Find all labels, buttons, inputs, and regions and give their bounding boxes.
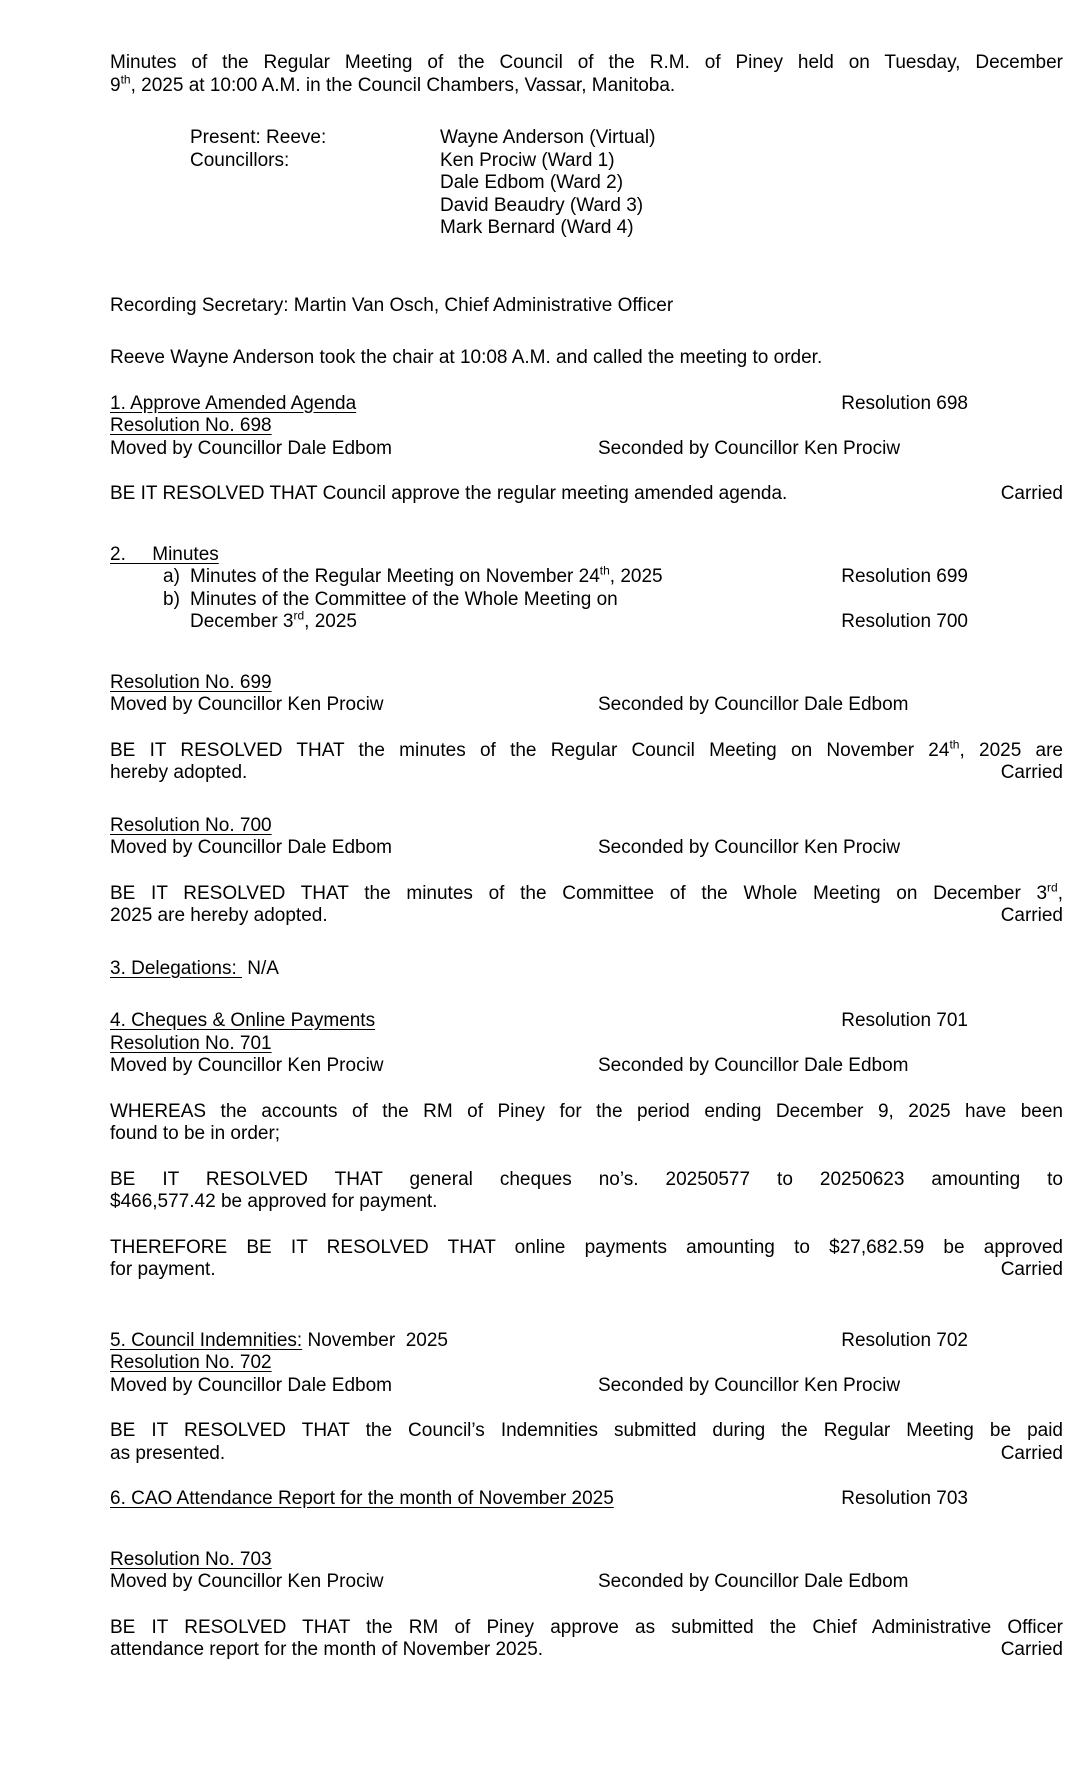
superscript-text: rd	[1047, 880, 1058, 895]
text-segment: BE IT RESOLVED THAT the minutes of the Regular Council Meeting on November 24	[110, 739, 950, 761]
paragraph-line	[110, 1443, 1063, 1466]
text-segment: Minutes of the Regular Meeting on November 24	[190, 566, 600, 587]
paragraph-line	[110, 1123, 1063, 1146]
resolution-702-text	[110, 1420, 1063, 1465]
moved-by-text: Moved by Councillor Dale Edbom	[110, 1374, 392, 1396]
text-segment: December 3	[190, 611, 294, 632]
section-heading	[110, 1330, 1063, 1353]
paragraph-line	[110, 1639, 1063, 1662]
text-segment: N/A	[242, 957, 279, 979]
text-segment: Reeve Wayne Anderson took the chair at 10:08 A.M. and called the meeting to order.	[110, 347, 823, 368]
text-segment: as presented.	[110, 1442, 226, 1464]
section-heading	[110, 958, 1063, 981]
text-segment: 2025 are hereby adopted.	[110, 905, 328, 926]
resolution-700-block	[110, 815, 1063, 860]
resolution-number-text: Resolution No. 699	[110, 671, 272, 693]
carried-label: Carried	[1000, 905, 1063, 926]
intro-paragraph	[110, 52, 1063, 97]
superscript-text: th	[599, 563, 610, 578]
text-segment: 2. Minutes	[110, 543, 219, 565]
text-segment: BE IT RESOLVED THAT general cheques no’s. 20250577 to 20250623 amounting to	[110, 1168, 1063, 1190]
paragraph-line	[110, 1237, 1063, 1260]
text-segment: hereby adopted.	[110, 762, 248, 783]
text-segment: 4. Cheques & Online Payments	[110, 1010, 376, 1031]
paragraph-line	[110, 1259, 1063, 1282]
paragraph-line	[110, 1101, 1063, 1124]
text-segment: , 2025	[304, 611, 357, 632]
moved-seconded-line	[110, 438, 1063, 461]
section-heading	[110, 544, 1063, 567]
seconded-by-text: Seconded by Councillor Ken Prociw	[598, 437, 901, 459]
section-6-heading	[110, 1488, 1063, 1511]
text-segment: WHEREAS the accounts of the RM of Piney for the period ending December 9, 2025 have been	[110, 1100, 1063, 1122]
text-segment: $466,577.42 be approved for payment.	[110, 1191, 438, 1212]
present-row	[110, 150, 1063, 173]
present-row	[110, 172, 1063, 195]
present-value: Mark Bernard (Ward 4)	[440, 217, 634, 238]
carried-label: Carried	[1000, 762, 1063, 783]
text-segment: Minutes of the Committee of the Whole Meeting on	[190, 588, 618, 610]
seconded-by-text: Seconded by Councillor Dale Edbom	[598, 1571, 909, 1592]
resolution-700-text	[110, 880, 1063, 928]
present-value: Ken Prociw (Ward 1)	[440, 149, 615, 171]
moved-seconded-line	[110, 1571, 1063, 1594]
resolution-703-text	[110, 1617, 1063, 1662]
section-2-minutes	[110, 544, 1063, 634]
recording-secretary	[110, 295, 1063, 318]
agenda-list-item	[110, 608, 1063, 634]
paragraph-line	[110, 1169, 1063, 1192]
resolution-number-text: Resolution No. 702	[110, 1352, 272, 1373]
carried-label: Carried	[1000, 1259, 1063, 1280]
carried-label: Carried	[1000, 1639, 1063, 1660]
moved-seconded-line	[110, 837, 1063, 860]
section-heading	[110, 393, 1063, 416]
paragraph-line	[110, 483, 1063, 506]
text-segment: BE IT RESOLVED THAT the Council’s Indemnities submitted during the Regular Meeting be paid	[110, 1420, 1063, 1441]
attendance-block	[110, 127, 1063, 240]
text-segment: for payment.	[110, 1259, 216, 1280]
moved-by-text: Moved by Councillor Ken Prociw	[110, 694, 384, 715]
carried-label: Carried	[1000, 483, 1063, 504]
seconded-by-text: Seconded by Councillor Dale Edbom	[598, 694, 909, 715]
text-segment: BE IT RESOLVED THAT Council approve the regular meeting amended agenda.	[110, 483, 788, 504]
resolution-number-line	[110, 672, 1063, 695]
paragraph-line	[110, 905, 1063, 928]
moved-by-text: Moved by Councillor Ken Prociw	[110, 1055, 384, 1076]
resolution-number-line	[110, 415, 1063, 438]
section-heading	[110, 1488, 1063, 1511]
resolution-698-text	[110, 483, 1063, 506]
section-4-heading-block	[110, 1010, 1063, 1078]
paragraph-line	[110, 880, 1063, 906]
text-segment: Recording Secretary: Martin Van Osch, Chief Administrative Officer	[110, 294, 674, 316]
agenda-list-item	[110, 563, 1063, 589]
text-segment: BE IT RESOLVED THAT the minutes of the Committee of the Whole Meeting on December 3	[110, 882, 1048, 904]
paragraph-line	[110, 762, 1063, 785]
text-segment: BE IT RESOLVED THAT the RM of Piney approve as submitted the Chief Administrative Officer	[110, 1616, 1063, 1638]
moved-by-text: Moved by Councillor Ken Prociw	[110, 1571, 384, 1592]
resolution-number-text: Resolution No. 703	[110, 1548, 272, 1570]
text-segment: November 2025	[302, 1329, 448, 1351]
moved-by-text: Moved by Councillor Dale Edbom	[110, 837, 392, 858]
resolution-ref-label: Resolution 700	[841, 611, 968, 632]
superscript-text: th	[949, 737, 960, 752]
paragraph-line	[110, 1420, 1063, 1443]
text-segment: found to be in order;	[110, 1123, 281, 1144]
text-segment: 6. CAO Attendance Report for the month of November 2025	[110, 1488, 614, 1509]
paragraph-line	[110, 347, 1063, 370]
list-item-letter: a)	[163, 566, 180, 587]
paragraph-line	[110, 72, 1063, 98]
present-row	[110, 217, 1063, 240]
resolution-ref-label: Resolution 702	[841, 1329, 968, 1351]
paragraph-line	[110, 1617, 1063, 1640]
present-label: Present: Reeve:	[190, 127, 327, 148]
text-segment: 9	[110, 74, 121, 96]
resolution-699-block	[110, 672, 1063, 717]
resolution-ref-label: Resolution 701	[841, 1010, 968, 1031]
resolution-ref-label: Resolution 699	[841, 566, 968, 587]
carried-label: Carried	[1000, 1442, 1063, 1464]
seconded-by-text: Seconded by Councillor Ken Prociw	[598, 837, 901, 858]
moved-seconded-line	[110, 1055, 1063, 1078]
text-segment: 3. Delegations:	[110, 957, 243, 979]
resolution-number-line	[110, 1549, 1063, 1572]
resolution-number-text: Resolution No. 698	[110, 415, 272, 436]
list-item-letter: b)	[163, 588, 180, 610]
text-segment: Minutes of the Regular Meeting of the Council of the R.M. of Piney held on Tuesday, December	[110, 52, 1063, 73]
section-1-heading-block	[110, 393, 1063, 461]
resolution-703-block	[110, 1549, 1063, 1594]
paragraph-line	[110, 295, 1063, 318]
resolution-699-text	[110, 737, 1063, 785]
text-segment: , 2025 at 10:00 A.M. in the Council Chambers, Vassar, Manitoba.	[130, 74, 676, 96]
resolution-number-line	[110, 815, 1063, 838]
text-segment: attendance report for the month of November 2025.	[110, 1639, 544, 1660]
resolution-ref-label: Resolution 698	[841, 392, 968, 414]
text-segment: ,	[1057, 882, 1063, 904]
paragraph-line	[110, 52, 1063, 75]
moved-seconded-line	[110, 1375, 1063, 1398]
resolution-701-online-text	[110, 1237, 1063, 1282]
whereas-accounts	[110, 1101, 1063, 1146]
superscript-text: rd	[293, 608, 305, 623]
resolution-number-text: Resolution No. 701	[110, 1032, 272, 1054]
present-value: Dale Edbom (Ward 2)	[440, 172, 624, 193]
section-3-delegations	[110, 958, 1063, 981]
moved-by-text: Moved by Councillor Dale Edbom	[110, 437, 392, 459]
call-to-order	[110, 347, 1063, 370]
resolution-number-text: Resolution No. 700	[110, 814, 272, 836]
seconded-by-text: Seconded by Councillor Dale Edbom	[598, 1055, 909, 1076]
seconded-by-text: Seconded by Councillor Ken Prociw	[598, 1374, 901, 1396]
resolution-number-line	[110, 1033, 1063, 1056]
paragraph-line	[110, 737, 1063, 763]
text-segment: 5. Council Indemnities:	[110, 1329, 303, 1351]
present-value: David Beaudry (Ward 3)	[440, 194, 644, 216]
text-segment: , 2025	[609, 566, 663, 587]
moved-seconded-line	[110, 694, 1063, 717]
present-label: Councillors:	[190, 149, 290, 171]
present-row	[110, 195, 1063, 218]
resolution-ref-label: Resolution 703	[841, 1488, 968, 1509]
present-value: Wayne Anderson (Virtual)	[440, 127, 656, 148]
superscript-text: th	[120, 72, 131, 87]
text-segment: 1. Approve Amended Agenda	[110, 392, 357, 414]
present-row	[110, 127, 1063, 150]
paragraph-line	[110, 1191, 1063, 1214]
text-segment: , 2025 are	[959, 739, 1063, 761]
section-heading	[110, 1010, 1063, 1033]
resolution-701-cheques-text	[110, 1169, 1063, 1214]
text-segment: THEREFORE BE IT RESOLVED THAT online payments amounting to $27,682.59 be approved	[110, 1236, 1063, 1258]
section-5-heading-block	[110, 1330, 1063, 1398]
resolution-number-line	[110, 1352, 1063, 1375]
agenda-list-item	[110, 589, 1063, 612]
